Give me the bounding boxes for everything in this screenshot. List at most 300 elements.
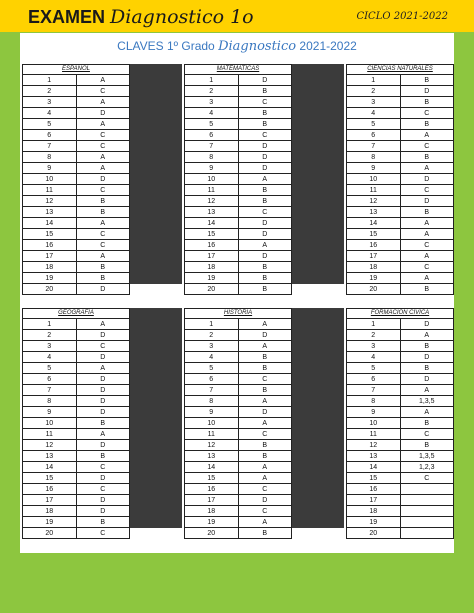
table-row xyxy=(347,506,454,517)
table-row xyxy=(185,174,292,185)
answer-cell: A xyxy=(400,385,454,396)
answer-cell: A xyxy=(76,119,130,130)
answer-cell: D xyxy=(400,86,454,97)
table-row xyxy=(185,495,292,506)
table-row xyxy=(185,273,292,284)
answer-cell: A xyxy=(238,418,292,429)
question-number-cell: 13 xyxy=(185,207,239,218)
table-row xyxy=(185,407,292,418)
table-row xyxy=(185,251,292,262)
answer-cell: A xyxy=(238,517,292,528)
question-number-cell: 19 xyxy=(185,517,239,528)
question-number-cell: 10 xyxy=(185,418,239,429)
table-row xyxy=(185,207,292,218)
table-row xyxy=(23,141,130,152)
table-row xyxy=(185,141,292,152)
answer-cell: C xyxy=(238,207,292,218)
question-number-cell: 4 xyxy=(347,352,401,363)
answer-cell: C xyxy=(238,506,292,517)
answer-cell: B xyxy=(400,207,454,218)
answer-cell: B xyxy=(238,528,292,539)
question-number-cell: 5 xyxy=(347,119,401,130)
question-number-cell: 4 xyxy=(23,108,77,119)
question-number-cell: 8 xyxy=(185,152,239,163)
question-number-cell: 16 xyxy=(185,484,239,495)
answer-cell: D xyxy=(238,229,292,240)
table-row xyxy=(347,528,454,539)
table-row xyxy=(347,363,454,374)
question-number-cell: 11 xyxy=(23,185,77,196)
question-number-cell: 20 xyxy=(347,284,401,295)
sheet-title-suffix: 2021-2022 xyxy=(299,39,357,53)
table-row xyxy=(23,174,130,185)
answer-cell: D xyxy=(76,174,130,185)
table-row xyxy=(23,330,130,341)
answer-cell: B xyxy=(76,517,130,528)
answer-cell: A xyxy=(400,229,454,240)
question-number-cell: 10 xyxy=(185,174,239,185)
table-row xyxy=(23,152,130,163)
table-row xyxy=(347,130,454,141)
table-row xyxy=(23,451,130,462)
question-number-cell: 9 xyxy=(23,163,77,174)
answer-cell: A xyxy=(76,429,130,440)
answer-cell: C xyxy=(76,341,130,352)
answer-cell: B xyxy=(238,196,292,207)
table-row xyxy=(347,97,454,108)
answer-cell: A xyxy=(400,130,454,141)
subject-group xyxy=(346,308,454,539)
answer-cell: B xyxy=(76,451,130,462)
table-row xyxy=(185,440,292,451)
question-number-cell: 18 xyxy=(23,262,77,273)
question-number-cell: 8 xyxy=(185,396,239,407)
answer-cell: B xyxy=(76,207,130,218)
answer-cell: C xyxy=(76,528,130,539)
answer-cell: B xyxy=(400,341,454,352)
question-number-cell: 2 xyxy=(23,86,77,97)
table-row xyxy=(185,319,292,330)
question-number-cell: 11 xyxy=(23,429,77,440)
answer-cell: B xyxy=(238,284,292,295)
question-number-cell: 17 xyxy=(347,495,401,506)
answer-cell xyxy=(400,506,454,517)
table-row xyxy=(185,119,292,130)
table-row xyxy=(347,374,454,385)
question-number-cell: 3 xyxy=(347,341,401,352)
answer-cell: 1,3,5 xyxy=(400,451,454,462)
question-number-cell: 7 xyxy=(185,141,239,152)
question-number-cell: 12 xyxy=(23,440,77,451)
separator-column xyxy=(130,64,182,284)
question-number-cell: 20 xyxy=(23,528,77,539)
question-number-cell: 17 xyxy=(185,251,239,262)
question-number-cell: 12 xyxy=(347,196,401,207)
answer-cell: D xyxy=(400,374,454,385)
question-number-cell: 15 xyxy=(347,473,401,484)
subject-header: GEOGRAFIA xyxy=(22,308,130,318)
table-row xyxy=(185,341,292,352)
table-row xyxy=(23,163,130,174)
subject-header: HISTORIA xyxy=(184,308,292,318)
table-row xyxy=(23,495,130,506)
question-number-cell: 2 xyxy=(347,86,401,97)
answer-cell: B xyxy=(76,418,130,429)
table-row xyxy=(347,185,454,196)
answer-cell: B xyxy=(400,363,454,374)
question-number-cell: 19 xyxy=(185,273,239,284)
question-number-cell: 18 xyxy=(347,262,401,273)
answer-cell: A xyxy=(238,396,292,407)
table-row xyxy=(23,284,130,295)
answer-cell: B xyxy=(76,273,130,284)
table-row xyxy=(347,517,454,528)
table-row xyxy=(185,517,292,528)
question-number-cell: 9 xyxy=(185,407,239,418)
table-row xyxy=(185,218,292,229)
question-number-cell: 4 xyxy=(185,108,239,119)
answer-cell: C xyxy=(238,374,292,385)
question-number-cell: 12 xyxy=(347,440,401,451)
answer-cell: B xyxy=(238,119,292,130)
question-number-cell: 1 xyxy=(185,75,239,86)
question-number-cell: 20 xyxy=(23,284,77,295)
school-cycle: CICLO 2021-2022 xyxy=(356,11,448,22)
table-row xyxy=(23,86,130,97)
table-row xyxy=(23,185,130,196)
answer-cell: D xyxy=(238,75,292,86)
table-row xyxy=(185,262,292,273)
question-number-cell: 3 xyxy=(23,341,77,352)
answer-cell: C xyxy=(400,108,454,119)
question-number-cell: 3 xyxy=(185,341,239,352)
table-row xyxy=(23,341,130,352)
question-number-cell: 15 xyxy=(185,473,239,484)
table-row xyxy=(23,352,130,363)
answer-cell: A xyxy=(400,330,454,341)
answer-cell: D xyxy=(76,407,130,418)
subject-header: FORMACION CIVICA xyxy=(346,308,454,318)
question-number-cell: 17 xyxy=(23,251,77,262)
question-number-cell: 6 xyxy=(347,374,401,385)
table-row xyxy=(23,319,130,330)
answer-cell: B xyxy=(238,451,292,462)
table-row xyxy=(185,374,292,385)
table-row xyxy=(185,229,292,240)
question-number-cell: 6 xyxy=(23,130,77,141)
table-row xyxy=(185,418,292,429)
answer-cell: D xyxy=(238,152,292,163)
question-number-cell: 6 xyxy=(185,130,239,141)
table-row xyxy=(185,484,292,495)
table-row xyxy=(347,396,454,407)
table-row xyxy=(23,108,130,119)
answer-cell: D xyxy=(400,174,454,185)
question-number-cell: 18 xyxy=(347,506,401,517)
answer-cell: D xyxy=(76,495,130,506)
question-number-cell: 13 xyxy=(23,451,77,462)
table-row xyxy=(23,240,130,251)
question-number-cell: 15 xyxy=(23,229,77,240)
answer-cell: A xyxy=(76,75,130,86)
table-row xyxy=(347,163,454,174)
question-number-cell: 3 xyxy=(347,97,401,108)
question-number-cell: 10 xyxy=(23,418,77,429)
question-number-cell: 14 xyxy=(347,462,401,473)
question-number-cell: 9 xyxy=(185,163,239,174)
answer-cell: A xyxy=(400,407,454,418)
answer-table xyxy=(184,74,292,295)
answer-cell: C xyxy=(400,185,454,196)
exam-word: EXAMEN xyxy=(28,7,106,27)
question-number-cell: 3 xyxy=(23,97,77,108)
answer-cell: A xyxy=(76,251,130,262)
question-number-cell: 2 xyxy=(347,330,401,341)
question-number-cell: 15 xyxy=(23,473,77,484)
table-row xyxy=(347,262,454,273)
answer-cell: B xyxy=(400,75,454,86)
question-number-cell: 13 xyxy=(185,451,239,462)
table-row xyxy=(347,484,454,495)
table-row xyxy=(23,517,130,528)
table-row xyxy=(185,75,292,86)
question-number-cell: 1 xyxy=(347,75,401,86)
question-number-cell: 4 xyxy=(185,352,239,363)
answer-cell: B xyxy=(238,185,292,196)
answer-table xyxy=(184,318,292,539)
question-number-cell: 2 xyxy=(23,330,77,341)
answer-cell: A xyxy=(76,218,130,229)
table-row xyxy=(23,528,130,539)
table-row xyxy=(23,229,130,240)
answer-cell: B xyxy=(238,86,292,97)
table-row xyxy=(347,418,454,429)
table-row xyxy=(347,229,454,240)
question-number-cell: 5 xyxy=(23,363,77,374)
subject-header: MATEMATICAS xyxy=(184,64,292,74)
table-row xyxy=(347,196,454,207)
question-number-cell: 17 xyxy=(347,251,401,262)
answer-cell: B xyxy=(238,108,292,119)
table-row xyxy=(185,396,292,407)
answer-cell: A xyxy=(76,319,130,330)
question-number-cell: 20 xyxy=(347,528,401,539)
table-row xyxy=(347,75,454,86)
question-number-cell: 16 xyxy=(347,240,401,251)
answer-cell: B xyxy=(238,440,292,451)
answer-cell: D xyxy=(76,473,130,484)
answer-cell: D xyxy=(76,330,130,341)
answer-table xyxy=(22,74,130,295)
answer-cell: D xyxy=(400,196,454,207)
table-row xyxy=(23,484,130,495)
question-number-cell: 6 xyxy=(23,374,77,385)
question-number-cell: 19 xyxy=(347,273,401,284)
question-number-cell: 9 xyxy=(347,407,401,418)
table-row xyxy=(347,273,454,284)
answer-cell xyxy=(400,495,454,506)
question-number-cell: 12 xyxy=(185,196,239,207)
answer-cell: A xyxy=(76,97,130,108)
question-number-cell: 17 xyxy=(23,495,77,506)
answer-cell: B xyxy=(400,418,454,429)
answer-cell: C xyxy=(400,473,454,484)
question-number-cell: 11 xyxy=(185,429,239,440)
answer-cell: A xyxy=(238,462,292,473)
separator-column xyxy=(292,64,344,284)
question-number-cell: 13 xyxy=(23,207,77,218)
answer-cell: B xyxy=(76,262,130,273)
question-number-cell: 1 xyxy=(23,75,77,86)
answer-cell: B xyxy=(238,363,292,374)
table-row xyxy=(23,473,130,484)
question-number-cell: 13 xyxy=(347,207,401,218)
table-row xyxy=(347,119,454,130)
question-number-cell: 6 xyxy=(347,130,401,141)
answer-cell: D xyxy=(76,385,130,396)
answer-cell: B xyxy=(238,352,292,363)
question-number-cell: 14 xyxy=(185,462,239,473)
answer-cell: C xyxy=(400,429,454,440)
answer-cell: A xyxy=(76,363,130,374)
answer-cell: B xyxy=(400,119,454,130)
question-number-cell: 8 xyxy=(23,396,77,407)
question-number-cell: 7 xyxy=(23,141,77,152)
question-number-cell: 8 xyxy=(347,396,401,407)
question-number-cell: 6 xyxy=(185,374,239,385)
question-number-cell: 19 xyxy=(23,273,77,284)
table-row xyxy=(185,152,292,163)
question-number-cell: 15 xyxy=(185,229,239,240)
table-row xyxy=(185,462,292,473)
answer-cell: D xyxy=(238,163,292,174)
question-number-cell: 20 xyxy=(185,528,239,539)
table-row xyxy=(347,473,454,484)
question-number-cell: 2 xyxy=(185,330,239,341)
question-number-cell: 10 xyxy=(23,174,77,185)
answer-cell: C xyxy=(400,141,454,152)
question-number-cell: 9 xyxy=(23,407,77,418)
subject-header: CIENCIAS NATURALES xyxy=(346,64,454,74)
answer-cell: C xyxy=(76,462,130,473)
answer-cell: D xyxy=(76,108,130,119)
answer-cell: A xyxy=(238,240,292,251)
table-row xyxy=(185,473,292,484)
table-row xyxy=(23,251,130,262)
question-number-cell: 8 xyxy=(23,152,77,163)
answer-cell: C xyxy=(238,484,292,495)
table-row xyxy=(185,429,292,440)
table-row xyxy=(23,75,130,86)
answer-cell: C xyxy=(76,141,130,152)
question-number-cell: 5 xyxy=(185,363,239,374)
answer-cell: C xyxy=(76,240,130,251)
question-number-cell: 7 xyxy=(185,385,239,396)
answer-cell: A xyxy=(76,163,130,174)
question-number-cell: 18 xyxy=(23,506,77,517)
answer-cell: A xyxy=(238,473,292,484)
question-number-cell: 3 xyxy=(185,97,239,108)
table-row xyxy=(23,207,130,218)
exam-title xyxy=(28,6,254,28)
top-banner xyxy=(0,0,474,32)
table-row xyxy=(23,440,130,451)
table-row xyxy=(23,429,130,440)
subject-group xyxy=(184,64,292,295)
table-row xyxy=(185,130,292,141)
question-number-cell: 5 xyxy=(185,119,239,130)
exam-name: Diagnostico 1o xyxy=(110,6,254,28)
answer-cell: B xyxy=(76,196,130,207)
table-row xyxy=(23,97,130,108)
table-row xyxy=(185,284,292,295)
answer-cell: D xyxy=(76,284,130,295)
question-number-cell: 13 xyxy=(347,451,401,462)
answer-cell: D xyxy=(238,141,292,152)
answer-cell: C xyxy=(76,229,130,240)
table-row xyxy=(23,462,130,473)
question-number-cell: 12 xyxy=(185,440,239,451)
table-row xyxy=(185,240,292,251)
answer-cell: B xyxy=(400,97,454,108)
question-number-cell: 5 xyxy=(347,363,401,374)
question-number-cell: 4 xyxy=(23,352,77,363)
table-row xyxy=(23,418,130,429)
table-row xyxy=(347,284,454,295)
question-number-cell: 4 xyxy=(347,108,401,119)
table-row xyxy=(23,273,130,284)
answer-cell: D xyxy=(76,374,130,385)
table-row xyxy=(347,240,454,251)
table-row xyxy=(347,495,454,506)
answer-cell: C xyxy=(238,429,292,440)
answer-cell: 1,3,5 xyxy=(400,396,454,407)
question-number-cell: 2 xyxy=(185,86,239,97)
question-number-cell: 16 xyxy=(185,240,239,251)
table-row xyxy=(23,407,130,418)
answer-cell: D xyxy=(400,352,454,363)
table-row xyxy=(347,341,454,352)
separator-column xyxy=(130,308,182,528)
answer-cell: A xyxy=(238,319,292,330)
table-row xyxy=(185,86,292,97)
answer-cell: C xyxy=(400,240,454,251)
table-row xyxy=(347,407,454,418)
table-row xyxy=(23,262,130,273)
answer-cell xyxy=(400,484,454,495)
question-number-cell: 11 xyxy=(185,185,239,196)
question-number-cell: 8 xyxy=(347,152,401,163)
table-row xyxy=(347,86,454,97)
answer-cell: B xyxy=(400,440,454,451)
separator-column xyxy=(292,308,344,528)
question-number-cell: 10 xyxy=(347,418,401,429)
table-row xyxy=(185,385,292,396)
question-number-cell: 1 xyxy=(185,319,239,330)
table-row xyxy=(23,119,130,130)
question-number-cell: 12 xyxy=(23,196,77,207)
question-number-cell: 1 xyxy=(347,319,401,330)
answer-cell: D xyxy=(76,506,130,517)
table-row xyxy=(23,374,130,385)
answer-cell: D xyxy=(76,396,130,407)
table-row xyxy=(23,396,130,407)
table-row xyxy=(185,352,292,363)
sheet-title-script: Diagnostico xyxy=(218,39,297,54)
table-row xyxy=(185,528,292,539)
question-number-cell: 9 xyxy=(347,163,401,174)
answer-cell: D xyxy=(76,352,130,363)
